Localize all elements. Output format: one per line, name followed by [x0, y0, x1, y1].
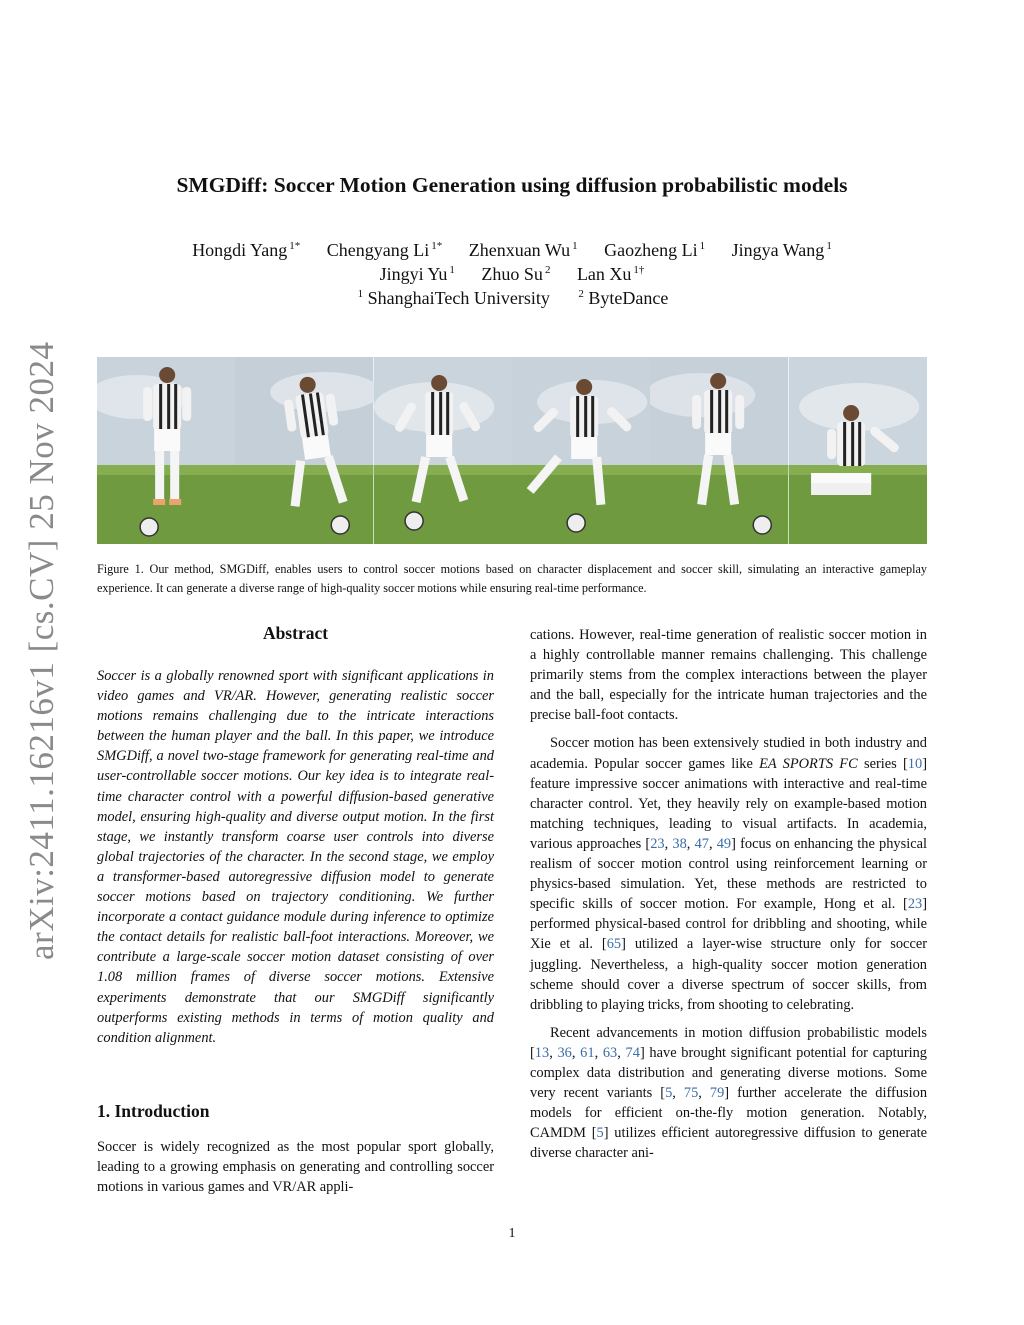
author: Lan Xu $^{1\dagger}$ — [576, 264, 645, 284]
citation-link[interactable]: 79 — [709, 1085, 725, 1102]
citation-link[interactable]: 38 — [672, 835, 687, 852]
abstract-text: Soccer is a globally renowned sport with significant applications in video games and VR/AR. However, generating realistic soccer motions remains challenging due to the intricate interactions between the human player and the ball. In this paper, we introduce SMGDiff, a novel two-stage framework for generating real-time and user-controllable soccer motions. Our key idea is to integrate real-time character control with a powerful diffusion-based generative model, ensuring high-quality and diverse output motion. In the first stage, we instantly transform coarse user controls into diverse global trajectories of the character. In the second stage, we employ a transformer-based autoregressive diffusion model to generate soccer motions based on trajectory conditioning. We further incorporate a contact guidance module during inference to optimize the contact details for realistic ball-foot interactions. Moreover, we contribute a large-scale soccer motion dataset consisting of over 1.08 million frames of diverse soccer motions. Extensive experiments demonstrate that our SMGDiff significantly outperforms existing methods in terms of motion quality and condition alignment. — [97, 668, 494, 1046]
page-number: 1 — [508, 1226, 516, 1241]
author: Hongdi Yang $^{1*}$ — [192, 240, 301, 260]
author: Zhenxuan Wu $^1$ — [468, 240, 578, 260]
affiliation: $^1$ ShanghaiTech University — [357, 288, 550, 308]
author: Jingyi Yu $^1$ — [379, 264, 455, 284]
citation-link[interactable]: 10 — [907, 755, 923, 772]
citation-link[interactable]: 13 — [534, 1044, 550, 1061]
teaser-frame-5 — [650, 357, 788, 544]
citation-link[interactable]: 63 — [602, 1044, 618, 1061]
teaser-frame-1 — [97, 357, 235, 544]
arxiv-stamp: arXiv:2411.16216v1 [cs.CV] 25 Nov 2024 — [22, 341, 61, 960]
author-list-row2 — [0, 264, 1024, 285]
intro-text: Soccer is widely recognized as the most popular sport globally, leading to a growing emphasis on generating and controlling soccer motions in various games and VR/AR appli- — [97, 1139, 494, 1196]
teaser-figure — [97, 357, 927, 544]
teaser-frame-3 — [374, 357, 512, 544]
paragraph: Soccer motion has been extensively studied in both industry and academia. Popular soccer games like EA SPORTS FC series [10] feature impressive soccer animations with interactive and real-time character control. Yet, they heavily rely on example-based motion matching techniques, leading to visual artifacts. In academia, various approaches [23, 38, 47, 49] focus on enhancing the physical realism of soccer motion control using reinforcement learning or physics-based simulation. Yet, these methods are restricted to specific skills of soccer motion. For example, Hong et al. [23] performed physical-based control for dribbling and shooting, while Xie et al. [65] utilized a layer-wise structure only for soccer juggling. Nevertheless, a high-quality soccer motion generation scheme should cover a diverse spectrum of soccer skills, from dribbling to playing tricks, from shooting to celebrating. — [530, 735, 928, 1013]
citation-link[interactable]: 75 — [683, 1085, 699, 1102]
citation-link[interactable]: 5 — [596, 1125, 604, 1142]
affiliation: $^2$ ByteDance — [578, 288, 669, 308]
citation-link[interactable]: 36 — [557, 1044, 572, 1061]
author: Jingya Wang $^1$ — [731, 240, 832, 260]
affiliations — [0, 288, 1024, 309]
author: Zhuo Su $^2$ — [481, 264, 551, 284]
author-list-row1 — [0, 240, 1024, 261]
citation-link[interactable]: 65 — [606, 936, 622, 953]
teaser-frame-4 — [512, 357, 650, 544]
teaser-frame-2 — [235, 357, 373, 544]
figure-caption: Figure 1. Our method, SMGDiff, enables users to control soccer motions based on character displacement and soccer skill, simulating an interactive gameplay experience. It can generate a diverse range of high-quality soccer motions while ensuring real-time performance. — [97, 562, 927, 595]
paper-title: SMGDiff: Soccer Motion Generation using diffusion probabilistic models — [176, 173, 848, 197]
citation-link[interactable]: 5 — [665, 1085, 673, 1102]
paragraph: cations. However, real-time generation of realistic soccer motion in a highly controllable manner remains challenging. This challenge primarily stems from the complex interactions between the player and the ball, especially for the intricate human trajectories and the precise ball-foot contacts. — [530, 627, 927, 724]
citation-link[interactable]: 61 — [580, 1044, 595, 1061]
citation-link[interactable]: 47 — [694, 835, 709, 852]
teaser-frame-6 — [789, 357, 927, 544]
citation-link[interactable]: 74 — [625, 1044, 640, 1061]
author: Gaozheng Li $^1$ — [604, 240, 706, 260]
author: Chengyang Li $^{1*}$ — [326, 240, 443, 260]
intro-heading: 1. Introduction — [97, 1101, 210, 1121]
citation-link[interactable]: 23 — [650, 835, 665, 852]
right-column — [530, 625, 927, 1171]
abstract-heading: Abstract — [262, 623, 329, 643]
paragraph: Recent advancements in motion diffusion probabilistic models [13, 36, 61, 63, 74] have brought significant potential for capturing complex data distribution and generating diverse motions. Some very recent variants [5, 75, 79] further accelerate the diffusion models for efficient on-the-fly motion generation. Notably, CAMDM [5] utilizes efficient autoregressive diffusion to generate diverse character ani- — [530, 1024, 928, 1162]
citation-link[interactable]: 49 — [716, 835, 732, 852]
citation-link[interactable]: 23 — [907, 896, 923, 913]
